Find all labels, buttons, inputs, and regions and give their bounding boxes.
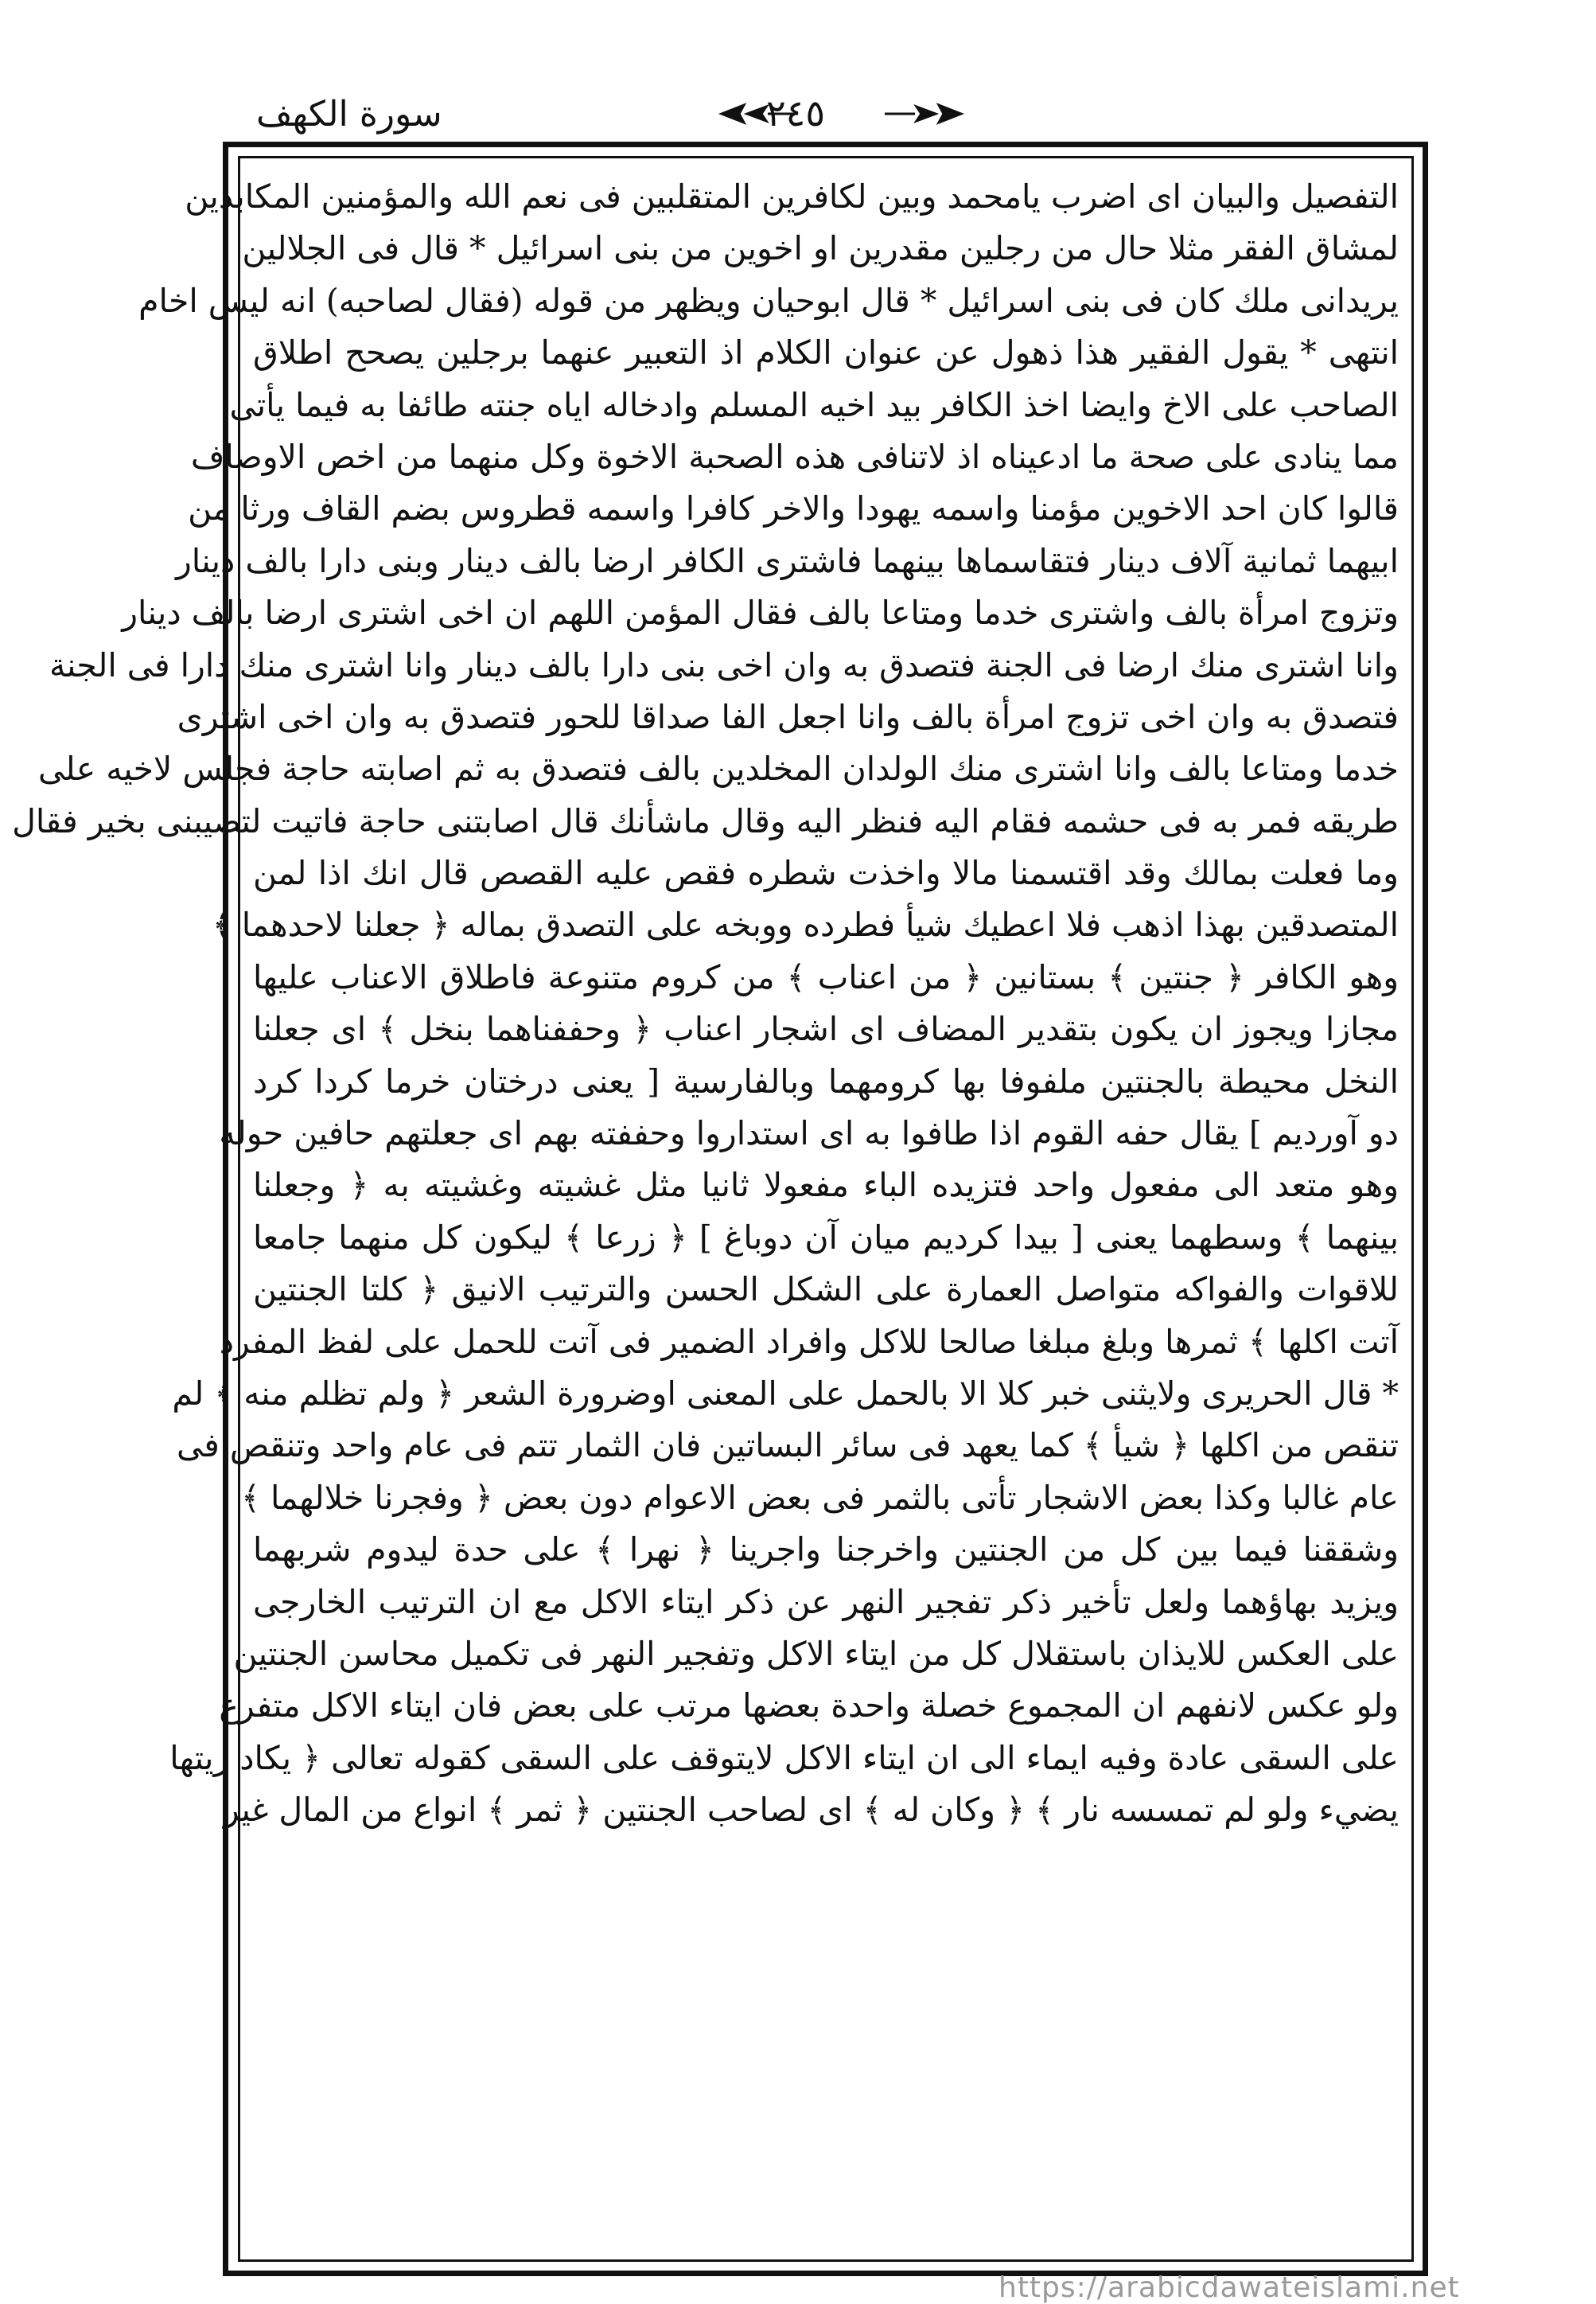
text-line: وهو الكافر ﴿ جنتين ﴾ بستانين ﴿ من اعناب ﴾ من كروم متنوعة فاطلاق الاعناب عليها	[253, 957, 1399, 996]
text-line: يضيء ولو لم تمسسه نار ﴾ ﴿ وكان له ﴾ اى لصاحب الجنتين ﴿ ثمر ﴾ انواع من المال غير	[223, 1791, 1399, 1830]
text-line: انتهى * يقول الفقير هذا ذهول عن عنوان الكلام اذ التعبير عنهما برجلين يصحح اطلاق	[253, 333, 1399, 372]
ornament-right-icon	[883, 102, 963, 126]
text-line: المتصدقين بهذا اذهب فلا اعطيك شيأ فطرده ووبخه على التصدق بماله ﴿ جعلنا لاحدهما ﴾	[212, 906, 1399, 945]
text-line: دو آورديم ] يقال حفه القوم اذا طافوا به اى استداروا وحففته بهم اى جعلتهم حافين حوله	[219, 1114, 1399, 1153]
page-header	[0, 0, 1596, 135]
text-line: الصاحب على الاخ وايضا اخذ الكافر بيد اخيه المسلم وادخاله اياه جنته طائفا به فيما يأتى	[229, 385, 1399, 424]
text-body	[12, 171, 1399, 2248]
text-line: النخل محيطة بالجنتين ملفوفا بها كرومهما وبالفارسية [ يعنى درختان خرما كردا كرد	[253, 1062, 1399, 1101]
text-line: ابيهما ثمانية آلاف دينار فتقاسماها بينهما فاشترى الكافر ارضا بالف دينار وبنى دارا بالف دينار	[175, 541, 1399, 580]
text-line: وما فعلت بمالك وقد اقتسمنا مالا واخذت شطره فقص عليه القصص قال انك اذا لمن	[253, 854, 1399, 893]
text-line: مما ينادى على صحة ما ادعيناه اذ لاتنافى هذه الصحبة الاخوة وكل منهما من اخص الاوصاف	[190, 437, 1399, 476]
text-line: فتصدق به وان اخى تزوج امرأة بالف وانا اجعل الفا صداقا للحور فتصدق به وان اخى اشترى	[177, 697, 1399, 736]
text-line: * قال الحريرى ولايثنى خبر كلا الا بالحمل على المعنى اوضرورة الشعر ﴿ ولم تظلم منه ﴾ لم	[172, 1374, 1399, 1413]
text-line: بينهما ﴾ وسطهما يعنى [ بيدا كرديم ميان آن دوباغ ] ﴿ زرعا ﴾ ليكون كل منهما جامعا	[253, 1218, 1399, 1257]
text-line: مجازا ويجوز ان يكون بتقدير المضاف اى اشجار اعناب ﴿ وحففناهما بنخل ﴾ اى جعلنا	[253, 1010, 1399, 1049]
text-line: طريقه فمر به فى حشمه فقام اليه فنظر اليه وقال ماشأنك قال اصابتنى حاجة فاتيت لتصيبنى بخير فقال	[12, 801, 1399, 840]
page-number: ٢٤٥	[765, 92, 826, 134]
text-line: تنقص من اكلها ﴿ شيأ ﴾ كما يعهد فى سائر البساتين فان الثمار تتم فى عام واحد وتنقص فى	[177, 1426, 1399, 1465]
text-line: عام غالبا وكذا بعض الاشجار تأتى بالثمر فى بعض الاعوام دون بعض ﴿ وفجرنا خلالهما ﴾	[240, 1478, 1399, 1517]
text-line: وتزوج امرأة بالف واشترى خدما ومتاعا بالف فقال المؤمن اللهم ان اخى اشترى ارضا بالف دينار	[122, 594, 1399, 633]
text-line: آتت اكلها ﴾ ثمرها وبلغ مبلغا صالحا للاكل وافراد الضمير فى آتت للحمل على لفظ المفرد	[219, 1322, 1399, 1361]
source-watermark: https://arabicdawateislami.net	[998, 2271, 1460, 2304]
text-line: خدما ومتاعا بالف وانا اشترى منك الولدان المخلدين بالف فتصدق به ثم اصابته حاجة فجلس لاخيه على	[37, 750, 1399, 789]
text-line: على السقى عادة وفيه ايماء الى ان ايتاء الاكل لايتوقف على السقى كقوله تعالى ﴿ يكاد زيتها	[169, 1738, 1399, 1777]
text-line: قالوا كان احد الاخوين مؤمنا واسمه يهودا والاخر كافرا واسمه قطروس بضم القاف ورثا من	[188, 489, 1399, 528]
surah-title: سورة الكهف	[256, 94, 442, 134]
text-line: التفصيل والبيان اى اضرب يامحمد وبين لكافرين المتقلبين فى نعم الله والمؤمنين المكابدين	[185, 177, 1399, 216]
text-line: للاقوات والفواكه متواصل العمارة على الشكل الحسن والترتيب الانيق ﴿ كلتا الجنتين	[253, 1270, 1399, 1309]
text-line: على العكس للايذان باستقلال كل من ايتاء الاكل وتفجير النهر فى تكميل محاسن الجنتين	[233, 1634, 1399, 1673]
text-line: وهو متعد الى مفعول واحد فتزيده الباء مفعولا ثانيا مثل غشيته وغشيته به ﴿ وجعلنا	[253, 1166, 1399, 1205]
text-line: لمشاق الفقر مثلا حال من رجلين مقدرين او اخوين من بنى اسرائيل * قال فى الجلالين	[242, 229, 1399, 268]
text-line: وانا اشترى منك ارضا فى الجنة فتصدق به وان اخى بنى دارا بالف دينار وانا اشترى منك دارا فى الجنة	[49, 645, 1399, 684]
text-line: ولو عكس لانفهم ان المجموع خصلة واحدة بعضها مرتب على بعض فان ايتاء الاكل متفرع	[219, 1686, 1399, 1725]
text-line: وشققنا فيما بين كل من الجنتين واخرجنا واجرينا ﴿ نهرا ﴾ على حدة ليدوم شربهما	[253, 1530, 1399, 1569]
text-line: ويزيد بهاؤهما ولعل تأخير ذكر تفجير النهر عن ذكر ايتاء الاكل مع ان الترتيب الخارجى	[253, 1582, 1399, 1621]
text-line: يريدانى ملك كان فى بنى اسرائيل * قال ابوحيان ويظهر من قوله (فقال لصاحبه) انه ليس اخام	[138, 281, 1399, 320]
